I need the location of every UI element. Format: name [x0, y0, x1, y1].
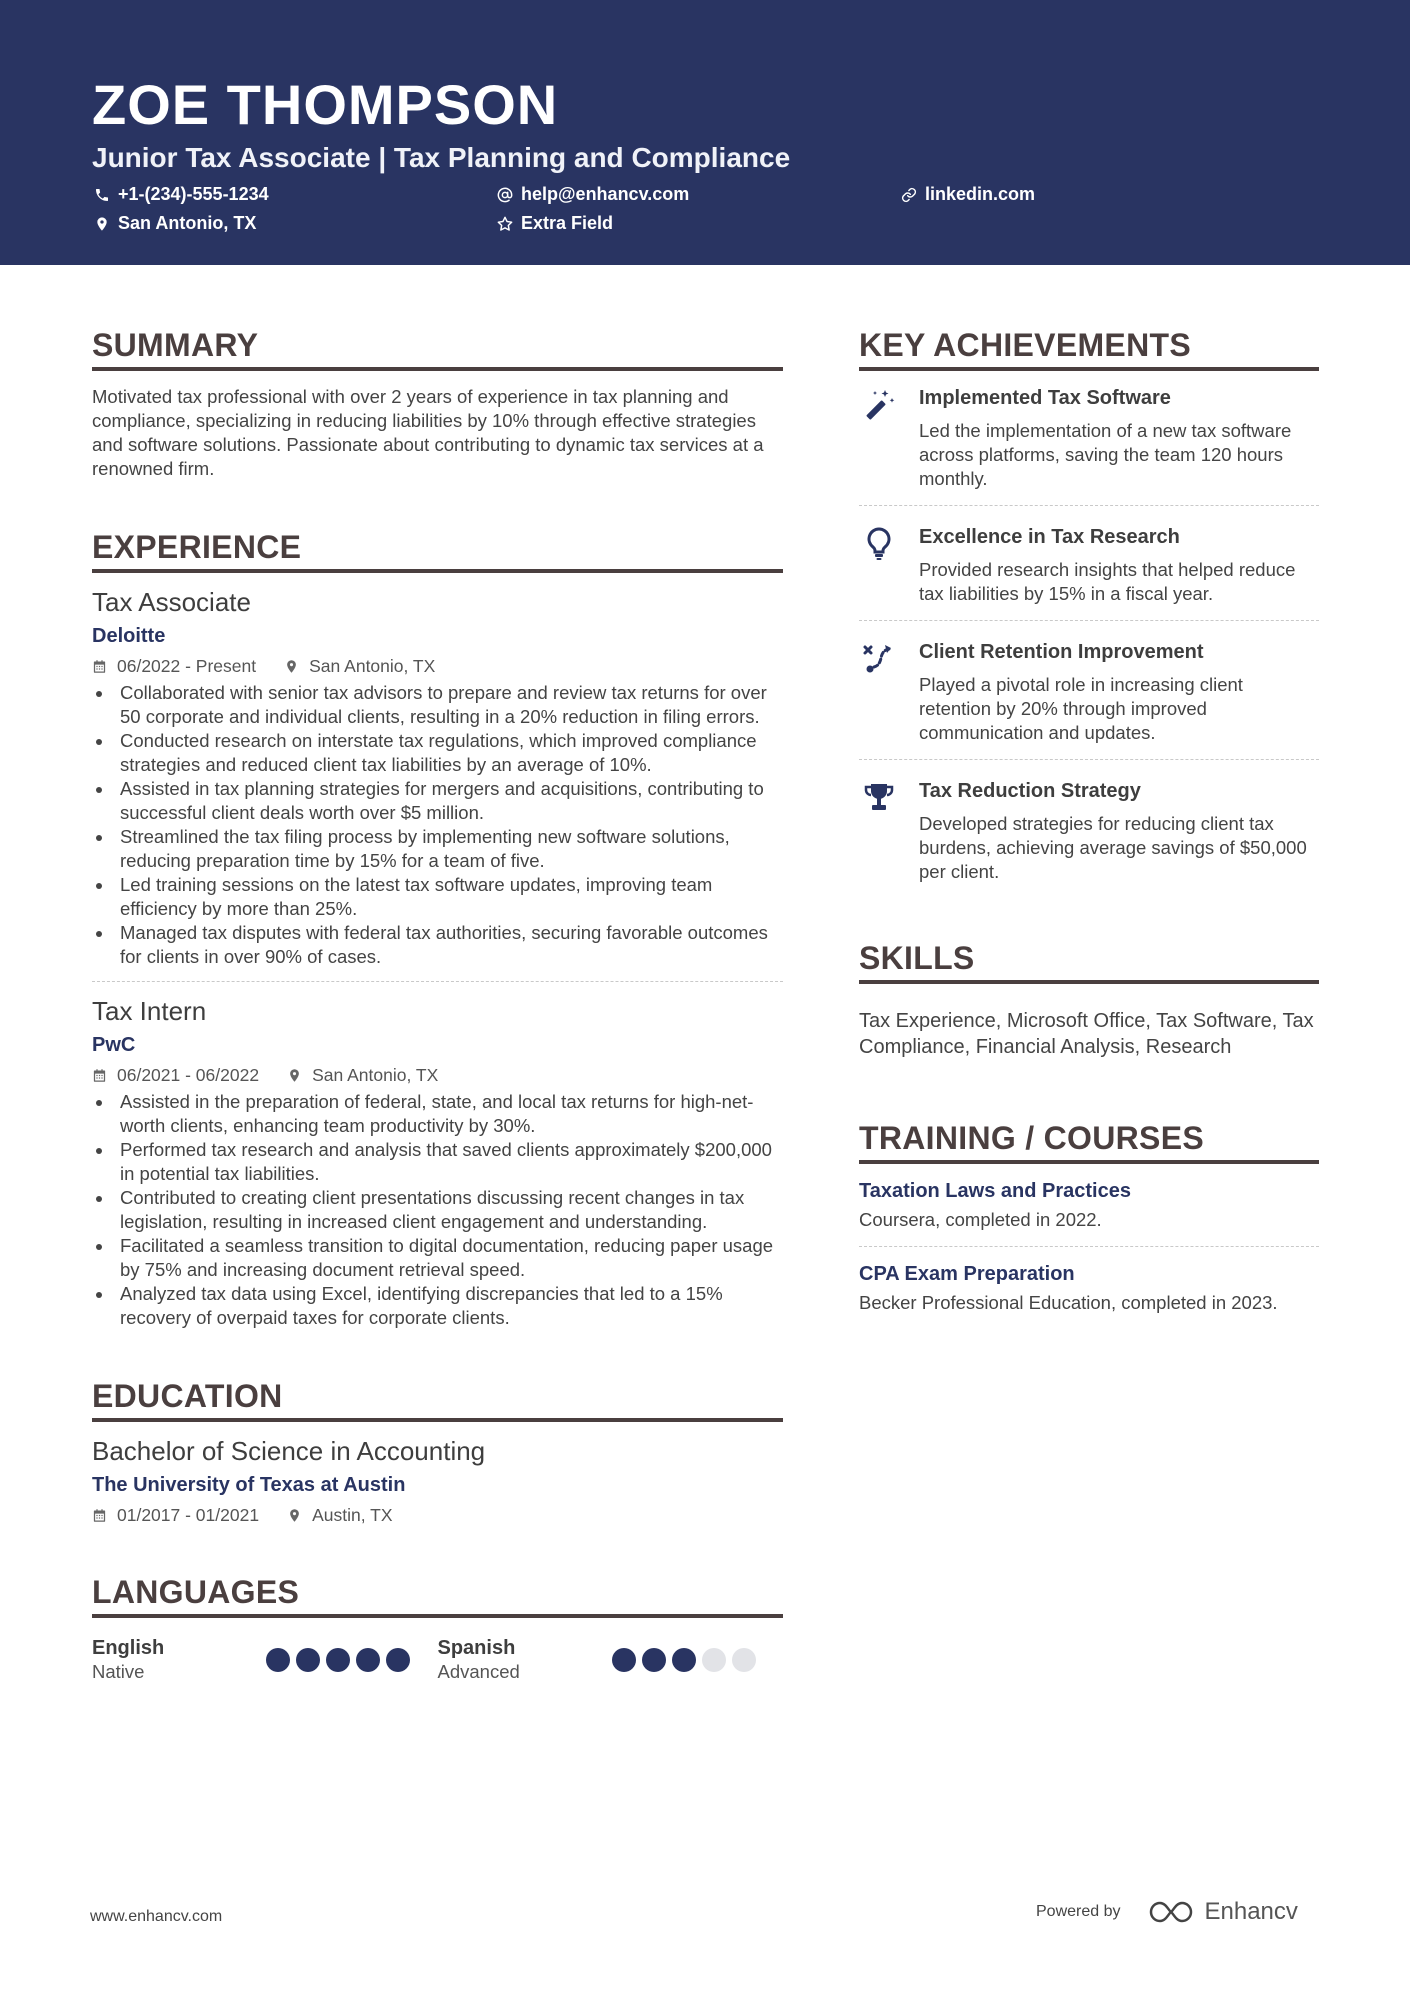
language-name: English [92, 1637, 165, 1659]
job-bullets [92, 1090, 783, 1330]
achievement-icon-wrap [859, 778, 919, 884]
achievement-item [859, 621, 1319, 759]
bullet-item: Assisted in the preparation of federal, state, and local tax returns for high-net-worth clients, enhancing team productivity by 30%. [92, 1090, 783, 1138]
footer-brand [1036, 1898, 1298, 1926]
map-pin-icon [287, 1508, 302, 1523]
job-title: Tax Intern [92, 996, 207, 1026]
language-text [92, 1636, 266, 1684]
footer-website[interactable]: www.enhancv.com [90, 1908, 223, 1925]
language-rating [266, 1648, 416, 1684]
enhancv-logo-icon [1147, 1898, 1195, 1926]
trophy-icon [861, 780, 897, 816]
education-dates [92, 1504, 259, 1526]
rating-dot-filled [672, 1648, 696, 1672]
left-column [92, 325, 783, 1684]
bullet-item: Contributed to creating client presentations discussing recent changes in tax legislation, resulting in increased client engagement and understanding. [92, 1186, 783, 1234]
language-item [438, 1636, 784, 1684]
contact-linkedin[interactable] [901, 184, 1035, 205]
achievement-desc: Played a pivotal role in increasing client retention by 20% through improved communication and updates. [919, 674, 1243, 743]
section-title-summary: SUMMARY [92, 325, 783, 371]
extra-text: Extra Field [521, 213, 614, 233]
rating-dot-filled [326, 1648, 350, 1672]
bullet-item: Collaborated with senior tax advisors to prepare and review tax returns for over 50 corporate and individual clients, resulting in a 20% reduction in filing errors. [92, 681, 783, 729]
job-dates-text: 06/2022 - Present [117, 656, 257, 676]
bullet-item: Facilitated a seamless transition to digital documentation, reducing paper usage by 75% and increasing document retrieval speed. [92, 1234, 783, 1282]
calendar-icon [92, 1068, 107, 1083]
job-dates [92, 655, 256, 677]
degree-title: Bachelor of Science in Accounting [92, 1436, 486, 1466]
job-location [284, 655, 435, 677]
course-desc: Becker Professional Education, completed in 2023. [859, 1292, 1278, 1313]
job-location-text: San Antonio, TX [309, 656, 436, 676]
bullet-item: Analyzed tax data using Excel, identifying discrepancies that led to a 15% recovery of overpaid taxes for corporate clients. [92, 1282, 783, 1330]
bullet-item: Conducted research on interstate tax regulations, which improved compliance strategies and reduced client tax liabilities by an average of 10%. [92, 729, 783, 777]
achievement-body [919, 778, 1319, 884]
bullet-item: Managed tax disputes with federal tax authorities, securing favorable outcomes for clients in over 90% of cases. [92, 921, 783, 969]
entry-divider [92, 981, 783, 982]
education-location-text: Austin, TX [312, 1505, 393, 1525]
section-title-experience: EXPERIENCE [92, 527, 783, 573]
map-pin-icon [287, 1068, 302, 1083]
education-section [92, 1376, 783, 1526]
rating-dot-filled [296, 1648, 320, 1672]
training-section [859, 1118, 1319, 1329]
course-title: CPA Exam Preparation [859, 1263, 1075, 1285]
map-pin-icon [284, 659, 299, 674]
company-name: Deloitte [92, 625, 166, 647]
job-location-text: San Antonio, TX [312, 1065, 439, 1085]
achievement-icon-wrap [859, 524, 919, 606]
powered-by-text: Powered by [1036, 1903, 1121, 1920]
achievements-section [859, 325, 1319, 898]
phone-icon [94, 187, 110, 203]
section-title-education: EDUCATION [92, 1376, 783, 1422]
education-meta [92, 1504, 783, 1526]
job-meta [92, 1064, 783, 1086]
language-name: Spanish [437, 1637, 516, 1659]
school-name: The University of Texas at Austin [92, 1474, 406, 1496]
course-desc: Coursera, completed in 2022. [859, 1209, 1102, 1230]
rating-dot-filled [266, 1648, 290, 1672]
bullet-item: Streamlined the tax filing process by implementing new software solutions, reducing preparation time by 15% for a team of five. [92, 825, 783, 873]
achievement-body [919, 639, 1319, 745]
summary-section [92, 325, 783, 481]
location-text: San Antonio, TX [118, 213, 257, 233]
job-bullets [92, 681, 783, 969]
calendar-icon [92, 1508, 107, 1523]
section-title-achievements: KEY ACHIEVEMENTS [859, 325, 1319, 371]
right-column [859, 325, 1319, 1329]
rating-dot-filled [356, 1648, 380, 1672]
achievement-title: Tax Reduction Strategy [919, 780, 1141, 802]
achievement-title: Implemented Tax Software [919, 387, 1171, 409]
achievement-item [859, 506, 1319, 620]
contact-location [94, 213, 256, 234]
enhancv-logo[interactable] [1147, 1898, 1298, 1926]
rating-dot-empty [702, 1648, 726, 1672]
star-icon [497, 216, 513, 232]
achievement-icon-wrap [859, 639, 919, 745]
section-title-languages: LANGUAGES [92, 1572, 783, 1618]
achievement-item [859, 371, 1319, 505]
languages-section [92, 1572, 783, 1684]
skills-text: Tax Experience, Microsoft Office, Tax Software, Tax Compliance, Financial Analysis, Research [859, 1010, 1314, 1058]
candidate-title: Junior Tax Associate | Tax Planning and Compliance [92, 142, 791, 173]
experience-entry [92, 994, 783, 1330]
education-dates-text: 01/2017 - 01/2021 [117, 1505, 260, 1525]
course-item [859, 1164, 1319, 1246]
candidate-name: ZOE THOMPSON [92, 73, 559, 136]
rating-dot-empty [732, 1648, 756, 1672]
brand-text: Enhancv [1204, 1898, 1298, 1925]
bullet-item: Assisted in tax planning strategies for mergers and acquisitions, contributing to successful client deals worth over $5 million. [92, 777, 783, 825]
language-level: Advanced [437, 1661, 520, 1682]
education-location [287, 1504, 392, 1526]
contact-phone[interactable] [94, 184, 269, 205]
lightbulb-icon [861, 526, 897, 562]
job-location [287, 1064, 438, 1086]
at-sign-icon [497, 187, 513, 203]
company-name: PwC [92, 1034, 136, 1056]
summary-text: Motivated tax professional with over 2 years of experience in tax planning and compliance, specializing in reducing liabilities by 10% through effective strategies and software solutions. Passionate about contributing to dynamic tax services at a renowned firm. [92, 386, 764, 479]
rating-dot-filled [642, 1648, 666, 1672]
magic-wand-icon [861, 387, 897, 423]
achievement-icon-wrap [859, 385, 919, 491]
job-dates [92, 1064, 259, 1086]
rating-dot-filled [386, 1648, 410, 1672]
skills-section [859, 938, 1319, 1060]
linkedin-text: linkedin.com [925, 184, 1036, 204]
email-text: help@enhancv.com [521, 184, 690, 204]
achievement-body [919, 385, 1319, 491]
experience-section [92, 527, 783, 1330]
map-pin-icon [94, 216, 110, 232]
resume-header [0, 0, 1410, 265]
achievement-desc: Led the implementation of a new tax software across platforms, saving the team 120 hours monthly. [919, 420, 1292, 489]
job-meta [92, 655, 783, 677]
course-title: Taxation Laws and Practices [859, 1180, 1131, 1202]
contact-extra [497, 213, 613, 234]
bullet-item: Performed tax research and analysis that saved clients approximately $200,000 in potential tax liabilities. [92, 1138, 783, 1186]
language-text [438, 1636, 612, 1684]
strategy-icon [861, 641, 897, 677]
achievement-desc: Provided research insights that helped reduce tax liabilities by 15% in a fiscal year. [919, 559, 1296, 604]
course-item [859, 1247, 1319, 1329]
bullet-item: Led training sessions on the latest tax software updates, improving team efficiency by more than 25%. [92, 873, 783, 921]
link-icon [901, 187, 917, 203]
rating-dot-filled [612, 1648, 636, 1672]
language-level: Native [92, 1661, 145, 1682]
achievement-item [859, 760, 1319, 898]
experience-entry [92, 585, 783, 969]
achievement-title: Client Retention Improvement [919, 641, 1204, 663]
job-dates-text: 06/2021 - 06/2022 [117, 1065, 260, 1085]
contact-email[interactable] [497, 184, 689, 205]
achievement-desc: Developed strategies for reducing client tax burdens, achieving average savings of $50,000 per client. [919, 813, 1307, 882]
achievement-title: Excellence in Tax Research [919, 526, 1180, 548]
languages-list [92, 1636, 783, 1684]
calendar-icon [92, 659, 107, 674]
section-title-training: TRAINING / COURSES [859, 1118, 1319, 1164]
section-title-skills: SKILLS [859, 938, 1319, 984]
achievement-body [919, 524, 1319, 606]
language-rating [612, 1648, 762, 1684]
job-title: Tax Associate [92, 587, 251, 617]
language-item [92, 1636, 438, 1684]
phone-text: +1-(234)-555-1234 [118, 184, 269, 204]
